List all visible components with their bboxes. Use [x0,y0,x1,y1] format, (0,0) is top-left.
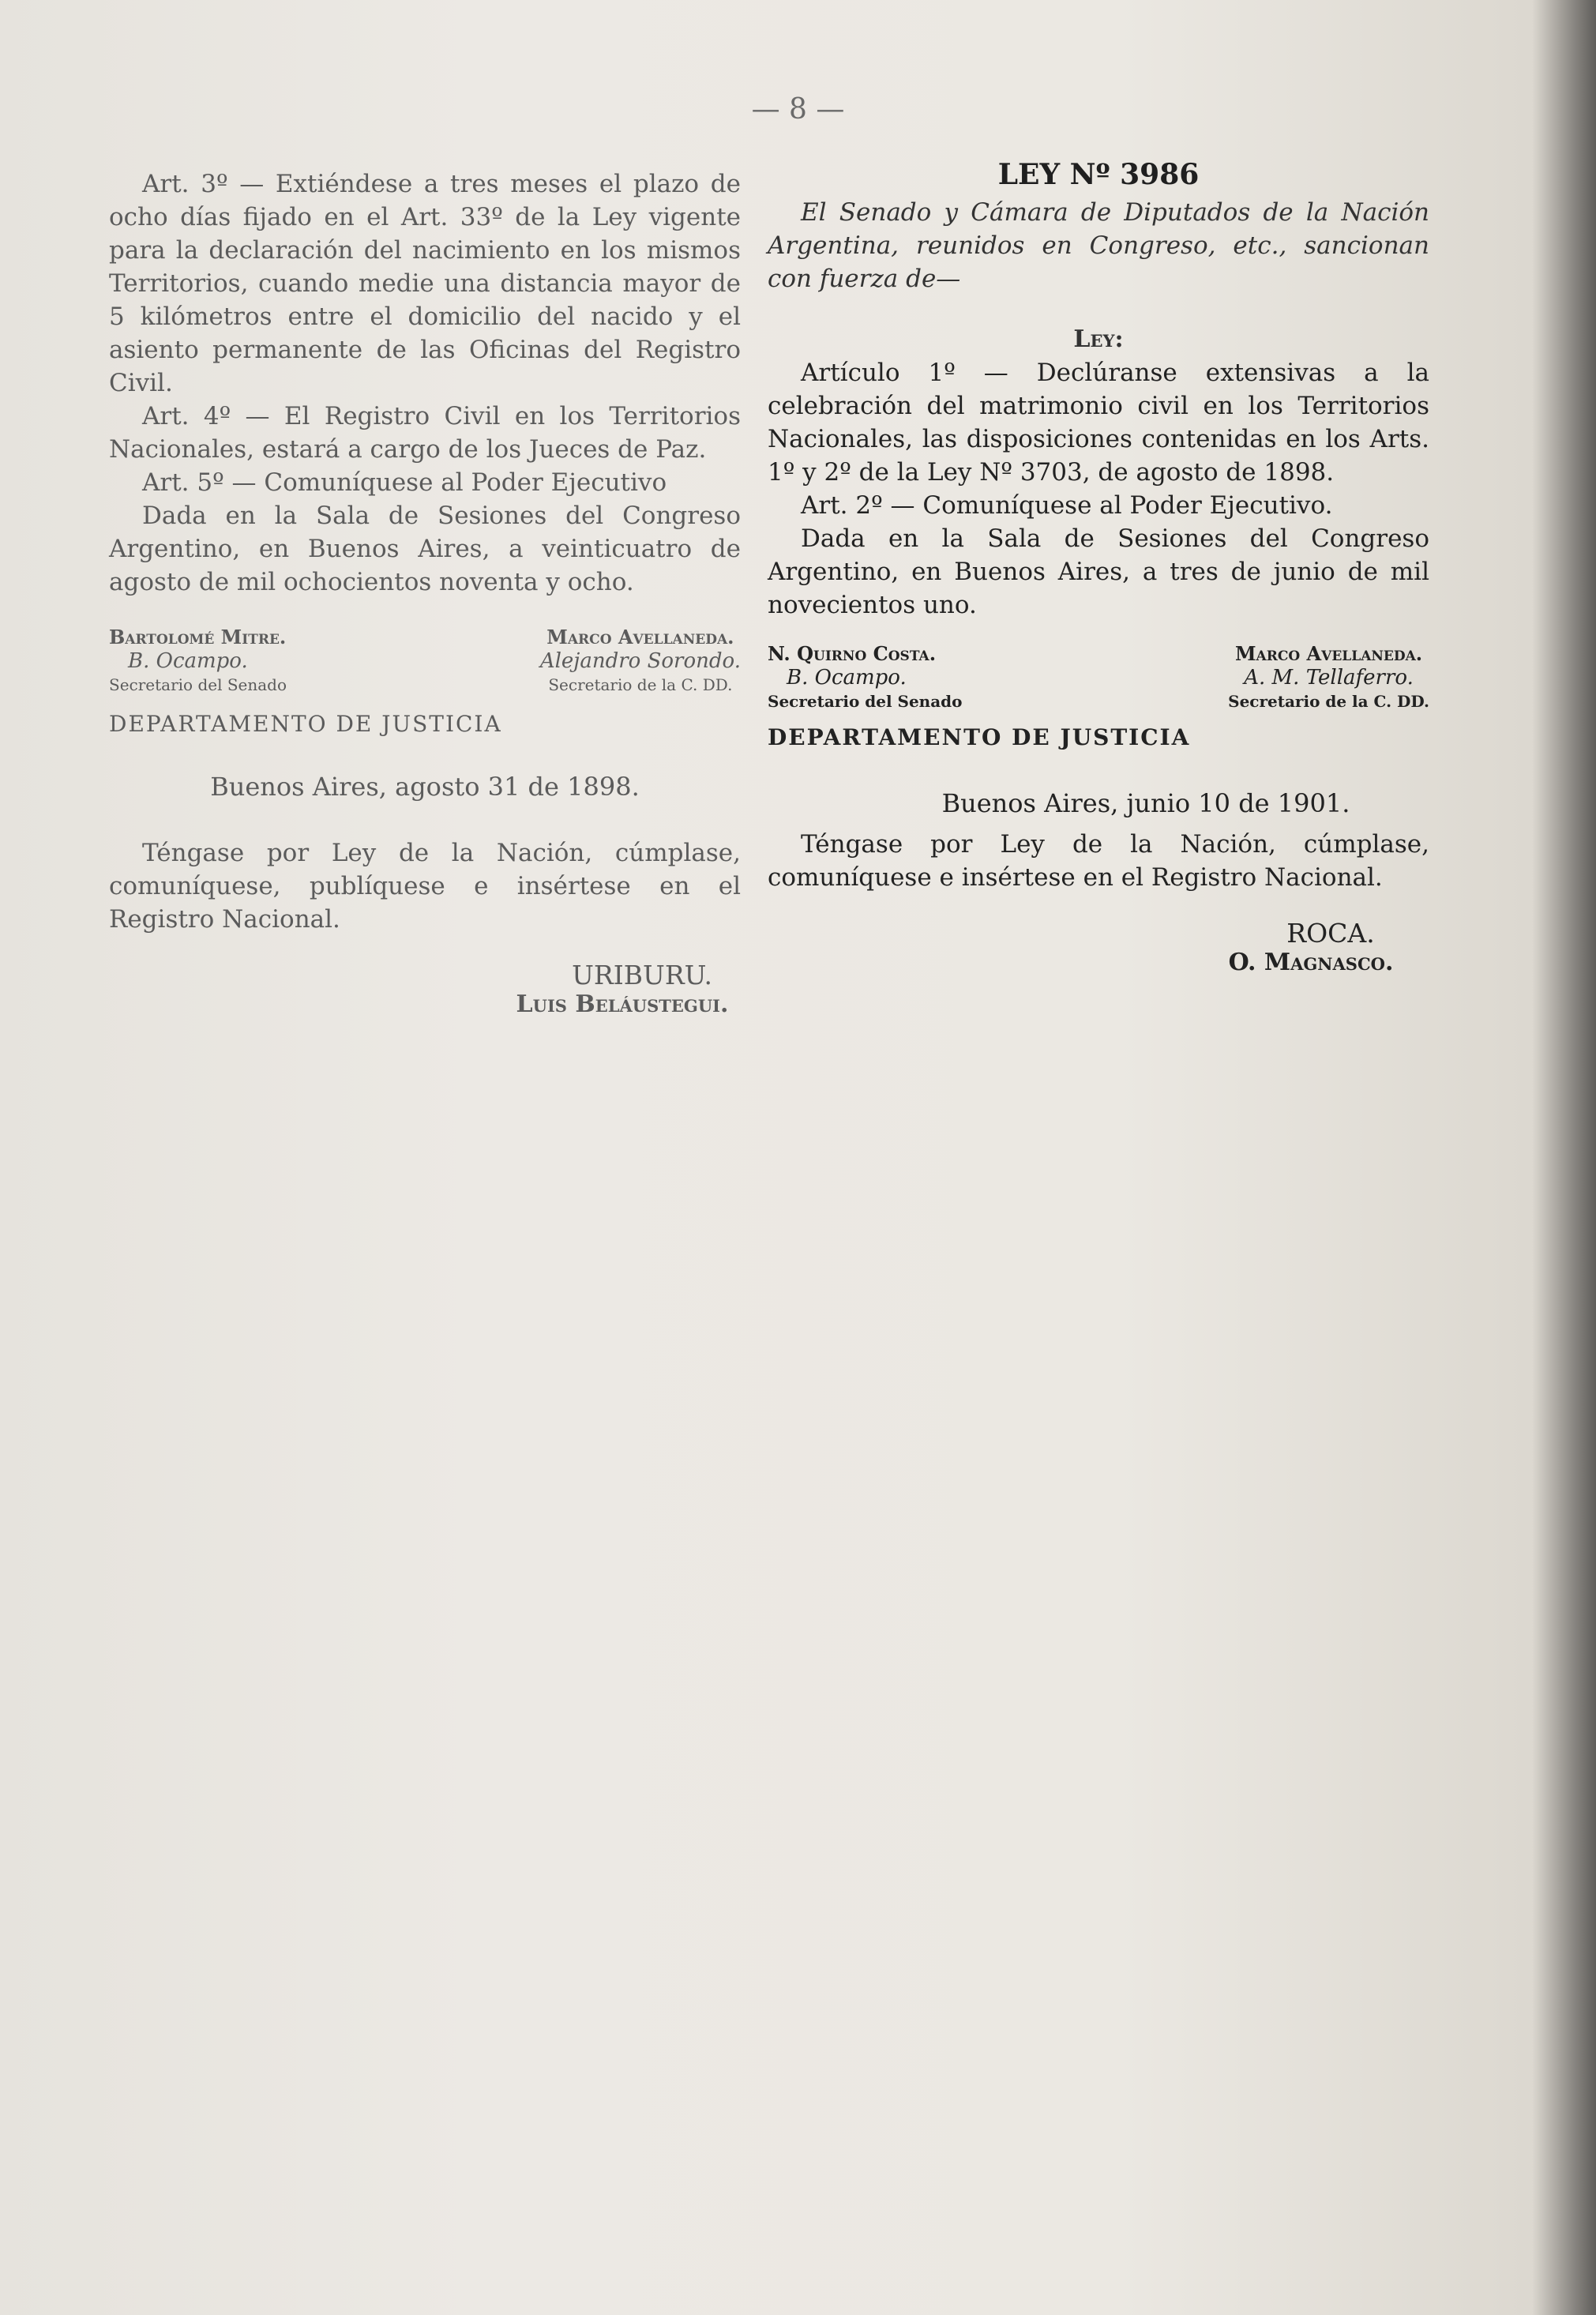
right-closing [768,918,1429,976]
signature-secretary: Alejandro Sorondo. [539,649,741,673]
left-department: DEPARTAMENTO DE JUSTICIA [109,711,502,737]
right-signature-senate [768,642,963,713]
left-article-3: Art. 3º — Extiéndese a tres meses el plazo de ocho días fijado en el Art. 33º de la Ley vigente para la declaración del nacimiento en los mismos Territorios, cuando medie una distancia mayor de 5 kilómetros entre el domicilio del nacido y el asiento permanente de las Oficinas del Registro Civil. [109,170,741,397]
signature-secretary: B. Ocampo. [787,666,907,690]
signature-name: N. Quirno Costa. [768,642,937,665]
signature-role: Secretario del Senado [768,692,963,711]
closing-name: URIBURU. [572,960,712,990]
law-title: LEY Nº 3986 [997,158,1200,191]
right-signatures [768,642,1429,713]
signature-name: Bartolomé Mitre. [109,626,287,648]
left-closing [109,960,741,1018]
left-signatures [109,626,741,697]
page-number: — 8 — [751,93,845,126]
signature-name: Marco Avellaneda. [546,626,734,648]
right-article-2: Art. 2º — Comuníquese al Poder Ejecutivo. [801,491,1333,520]
left-date: Buenos Aires, agosto 31 de 1898. [210,772,640,802]
signature-secretary: B. Ocampo. [128,649,248,673]
closing-minister: O. Magnasco. [1228,949,1394,976]
right-given-clause: Dada en la Sala de Sesiones del Congreso Argentino, en Buenos Aires, a tres de junio de mil novecientos uno. [768,524,1429,619]
closing-name: ROCA. [1286,918,1375,949]
left-column [109,167,741,1018]
signature-role: Secretario de la C. DD. [1228,692,1429,711]
closing-minister: Luis Beláustegui. [516,990,729,1018]
right-signature-deputies [1228,642,1429,713]
ley-heading: Ley: [1073,325,1124,353]
right-date: Buenos Aires, junio 10 de 1901. [941,788,1350,818]
left-signature-senate [109,626,287,697]
left-article-4: Art. 4º — El Registro Civil en los Territorios Nacionales, estará a cargo de los Jueces de Paz. [109,402,741,464]
right-department: DEPARTAMENTO DE JUSTICIA [768,724,1191,750]
signature-secretary: A. M. Tellaferro. [1244,666,1414,690]
signature-name: Marco Avellaneda. [1234,642,1423,665]
left-signature-deputies [540,626,741,697]
right-decree: Téngase por Ley de la Nación, cúmplase, comuníquese e insértese en el Registro Nacional. [768,830,1429,892]
signature-role: Secretario del Senado [109,675,287,694]
left-decree: Téngase por Ley de la Nación, cúmplase, comuníquese, publíquese e insértese en el Registro Nacional. [109,839,741,934]
law-preamble: El Senado y Cámara de Diputados de la Nación Argentina, reunidos en Congreso, etc., sancionan con fuerza de— [768,198,1429,293]
right-article-1: Artículo 1º — Declúranse extensivas a la celebración del matrimonio civil en los Territorios Nacionales, las disposiciones contenidas en los Arts. 1º y 2º de la Ley Nº 3703, de agosto de 1898. [768,359,1429,487]
right-column [768,158,1429,976]
left-given-clause: Dada en la Sala de Sesiones del Congreso Argentino, en Buenos Aires, a veinticuatro de agosto de mil ochocientos noventa y ocho. [109,502,741,596]
signature-role: Secretario de la C. DD. [548,675,733,694]
left-article-5: Art. 5º — Comuníquese al Poder Ejecutivo [142,468,667,497]
